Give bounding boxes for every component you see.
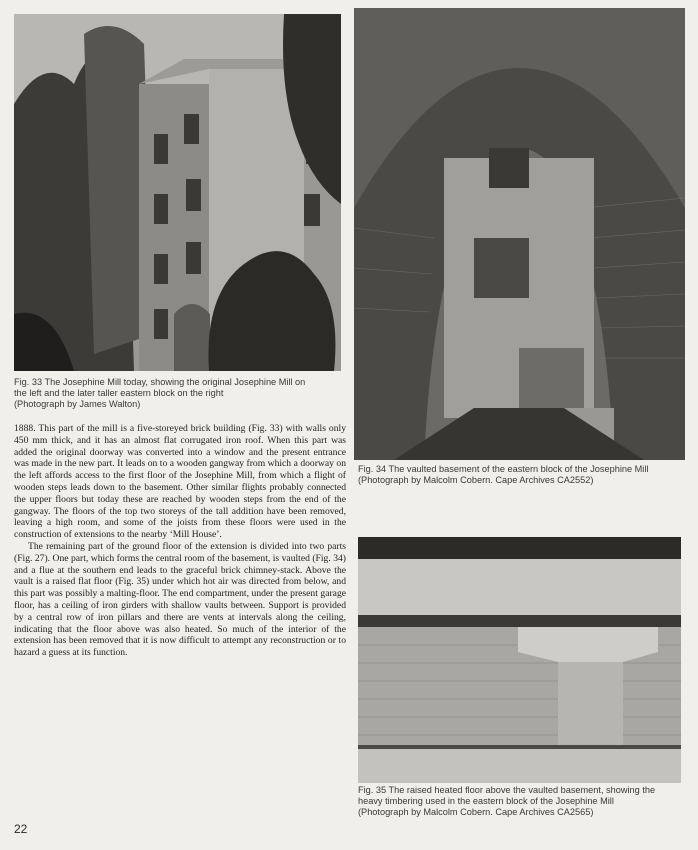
page-number: 22 — [14, 822, 28, 836]
caption-line: Fig. 35 The raised heated floor above the vaulted basement, showing the — [358, 785, 656, 795]
body-text — [14, 423, 346, 659]
body-paragraph: The remaining part of the ground floor of the extension is divided into two parts (Fig. 27). One part, which forms the central room of the basement, is vaulted (Fig. 34) and a flue at the southern end leads to the graceful brick chimney-stack. Above the vault is a raised flat floor (Fig. 35) under which hot air was directed from below, and this part was possibly a malting-floor. The end compartment, under the present garage floor, has a ceiling of iron girders with shallow vaults between. Support is provided by a central row of iron pillars and there are vents at intervals along the ceiling, indicating that the floor above was also heated. So much of the interior of the extension has been removed that it is now difficult to attempt any reconstruction or to hazard a guess at its function. — [14, 540, 346, 659]
caption-line: Fig. 33 The Josephine Mill today, showing the original Josephine Mill on — [14, 377, 306, 387]
fig34-caption — [358, 464, 690, 486]
fig35-photo — [358, 537, 681, 783]
body-paragraph: 1888. This part of the mill is a five-storeyed brick building (Fig. 33) with walls only 450 mm thick, and it has an almost flat corrugated iron roof. When this part was added the original doorway was converted into a window and the present entrance was made in the new part. It leads on to a wooden gangway from which a doorway on the left affords access to the first floor of the Josephine Mill, from which a flight of wooden steps leads down to the basement. Other similar flights probably connected the upper floors but today these are reached by wooden steps from the end of the gangway. The floors of the top two storeys of the tall addition have been removed, leaving a high room, and some of the joists from these floors were used in the construction of extensions to the nearby ‘Mill House’. — [14, 423, 346, 541]
fig35-caption — [358, 785, 693, 818]
caption-line: (Photograph by Malcolm Cobern. Cape Archives CA2565) — [358, 807, 594, 817]
fig33-photo — [14, 14, 341, 371]
caption-line: (Photograph by Malcolm Cobern. Cape Archives CA2552) — [358, 475, 594, 485]
caption-line: the left and the later taller eastern block on the right — [14, 388, 224, 398]
caption-line: Fig. 34 The vaulted basement of the eastern block of the Josephine Mill — [358, 464, 649, 474]
caption-line: (Photograph by James Walton) — [14, 399, 141, 409]
caption-line: heavy timbering used in the eastern block of the Josephine Mill — [358, 796, 614, 806]
fig34-photo — [354, 8, 685, 460]
fig33-caption — [14, 377, 346, 410]
